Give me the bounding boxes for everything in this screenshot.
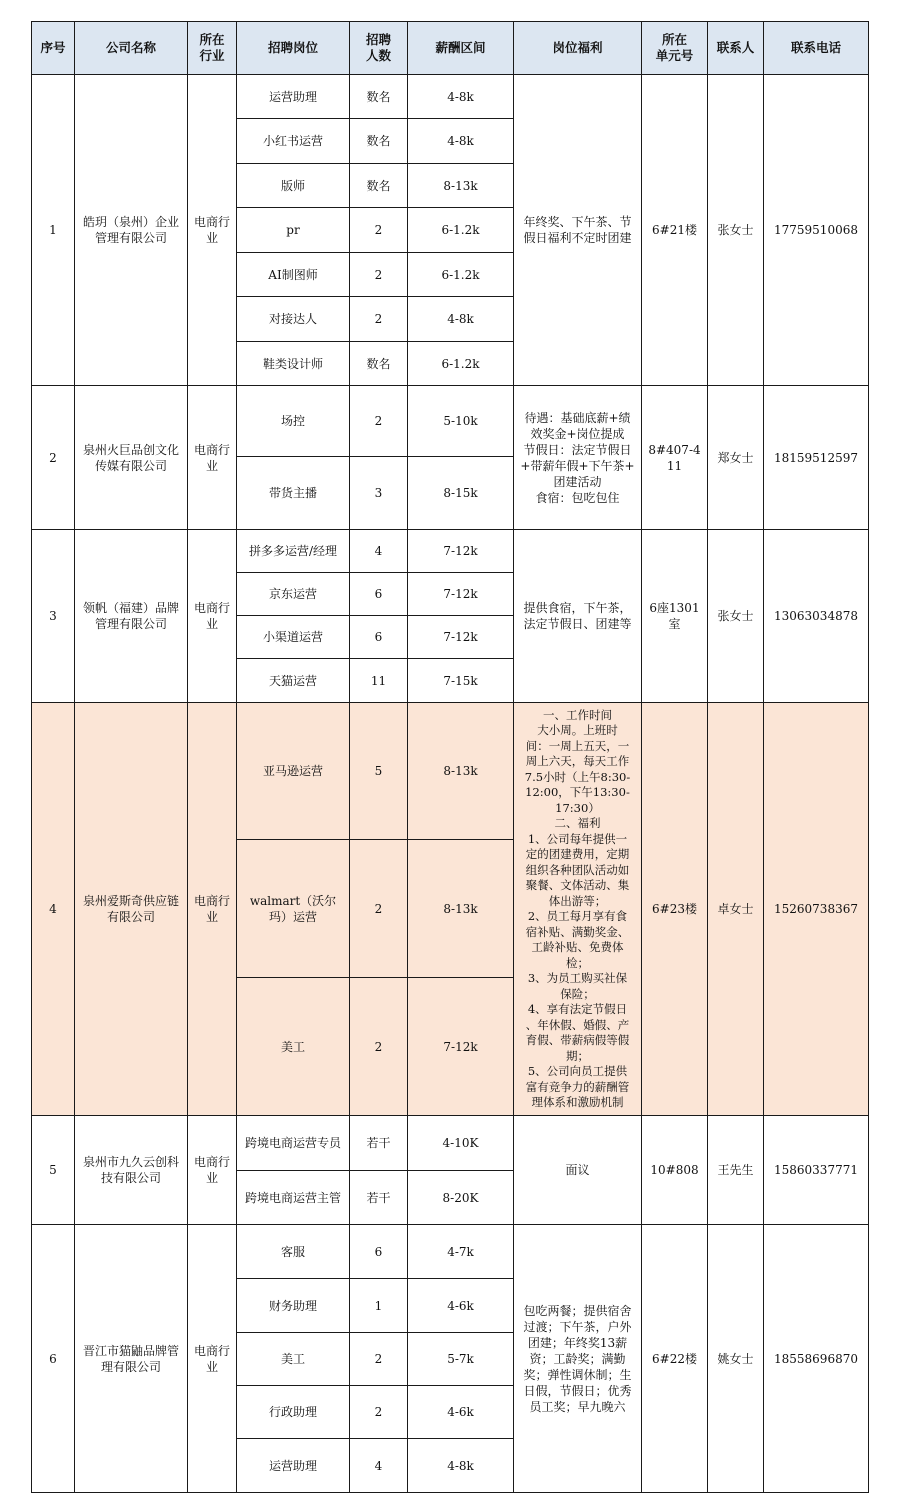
job-count: 4 [350, 530, 408, 573]
job-salary: 8-13k [408, 703, 514, 840]
company-no: 1 [32, 75, 75, 386]
company-phone: 15260738367 [764, 703, 869, 1116]
company-name: 领帆（福建）品牌 管理有限公司 [75, 530, 188, 703]
job-title: 财务助理 [237, 1279, 350, 1333]
header-phone: 联系电话 [764, 22, 869, 75]
job-salary: 8-20K [408, 1171, 514, 1225]
company-phone: 18159512597 [764, 386, 869, 530]
job-count: 2 [350, 208, 408, 253]
company-unit: 6座1301室 [642, 530, 708, 703]
job-count: 11 [350, 659, 408, 703]
job-title: walmart（沃尔 玛）运营 [237, 840, 350, 978]
job-title: 对接达人 [237, 297, 350, 342]
company-welfare: 年终奖、下午茶、节 假日福利不定时团建 [514, 75, 642, 386]
job-title: 版师 [237, 164, 350, 208]
job-count: 3 [350, 457, 408, 530]
job-salary: 4-6k [408, 1279, 514, 1333]
company-unit: 8#407-411 [642, 386, 708, 530]
job-title: AI制图师 [237, 253, 350, 297]
job-count: 2 [350, 978, 408, 1116]
job-count: 6 [350, 1225, 408, 1279]
job-title: 美工 [237, 978, 350, 1116]
job-count: 6 [350, 573, 408, 616]
job-salary: 4-8k [408, 1439, 514, 1493]
company-name: 皓玥（泉州）企业 管理有限公司 [75, 75, 188, 386]
header-welfare: 岗位福利 [514, 22, 642, 75]
job-title: 跨境电商运营专员 [237, 1116, 350, 1171]
company-no: 3 [32, 530, 75, 703]
table-row [32, 1116, 869, 1171]
job-salary: 7-15k [408, 659, 514, 703]
header-unit: 所在 单元号 [642, 22, 708, 75]
company-industry: 电商行 业 [188, 530, 237, 703]
job-count: 2 [350, 840, 408, 978]
company-name: 泉州火巨品创文化 传媒有限公司 [75, 386, 188, 530]
company-welfare: 提供食宿，下午茶， 法定节假日、团建等 [514, 530, 642, 703]
job-count: 6 [350, 616, 408, 659]
company-no: 6 [32, 1225, 75, 1493]
company-industry: 电商行 业 [188, 1225, 237, 1493]
job-title: pr [237, 208, 350, 253]
job-salary: 4-8k [408, 297, 514, 342]
job-count: 数名 [350, 75, 408, 119]
job-count: 4 [350, 1439, 408, 1493]
job-title: 拼多多运营/经理 [237, 530, 350, 573]
job-salary: 6-1.2k [408, 253, 514, 297]
header-salary: 薪酬区间 [408, 22, 514, 75]
company-contact: 王先生 [708, 1116, 764, 1225]
company-phone: 13063034878 [764, 530, 869, 703]
header-no: 序号 [32, 22, 75, 75]
company-welfare: 面议 [514, 1116, 642, 1225]
company-unit: 6#23楼 [642, 703, 708, 1116]
table-row [32, 1225, 869, 1279]
table-row [32, 386, 869, 457]
job-title: 京东运营 [237, 573, 350, 616]
job-salary: 5-10k [408, 386, 514, 457]
job-salary: 8-13k [408, 164, 514, 208]
job-title: 运营助理 [237, 75, 350, 119]
company-industry: 电商行 业 [188, 75, 237, 386]
job-title: 小红书运营 [237, 119, 350, 164]
job-count: 2 [350, 253, 408, 297]
company-industry: 电商行 业 [188, 703, 237, 1116]
job-salary: 4-8k [408, 75, 514, 119]
job-title: 鞋类设计师 [237, 342, 350, 386]
job-count: 数名 [350, 119, 408, 164]
company-contact: 卓女士 [708, 703, 764, 1116]
header-row [32, 22, 869, 75]
company-industry: 电商行 业 [188, 386, 237, 530]
recruitment-table [31, 21, 869, 1493]
table-row [32, 75, 869, 119]
job-title: 场控 [237, 386, 350, 457]
header-contact: 联系人 [708, 22, 764, 75]
job-salary: 8-13k [408, 840, 514, 978]
company-welfare: 待遇：基础底薪+绩 效奖金+岗位提成 节假日：法定节假日 +带薪年假+下午茶+ 团建活动 食宿：包吃包住 [514, 386, 642, 530]
company-no: 2 [32, 386, 75, 530]
company-phone: 17759510068 [764, 75, 869, 386]
job-salary: 5-7k [408, 1333, 514, 1386]
job-salary: 8-15k [408, 457, 514, 530]
job-salary: 4-6k [408, 1386, 514, 1439]
company-contact: 郑女士 [708, 386, 764, 530]
job-title: 带货主播 [237, 457, 350, 530]
job-count: 2 [350, 386, 408, 457]
job-salary: 7-12k [408, 978, 514, 1116]
company-unit: 6#21楼 [642, 75, 708, 386]
job-title: 跨境电商运营主管 [237, 1171, 350, 1225]
company-phone: 18558696870 [764, 1225, 869, 1493]
job-salary: 7-12k [408, 573, 514, 616]
company-no: 5 [32, 1116, 75, 1225]
job-count: 2 [350, 297, 408, 342]
job-count: 数名 [350, 342, 408, 386]
job-count: 若干 [350, 1116, 408, 1171]
job-count: 2 [350, 1333, 408, 1386]
job-count: 若干 [350, 1171, 408, 1225]
job-title: 客服 [237, 1225, 350, 1279]
job-salary: 7-12k [408, 616, 514, 659]
job-count: 1 [350, 1279, 408, 1333]
company-name: 泉州爱斯奇供应链 有限公司 [75, 703, 188, 1116]
company-contact: 张女士 [708, 75, 764, 386]
company-industry: 电商行 业 [188, 1116, 237, 1225]
job-salary: 6-1.2k [408, 208, 514, 253]
table-row [32, 703, 869, 840]
job-title: 美工 [237, 1333, 350, 1386]
company-welfare: 包吃两餐；提供宿舍 过渡；下午茶，户外 团建；年终奖13薪 资；工龄奖；满勤 奖；弹性调休制；生 日假，节假日；优秀 员工奖；早九晚六 [514, 1225, 642, 1493]
company-no: 4 [32, 703, 75, 1116]
company-name: 泉州市九久云创科 技有限公司 [75, 1116, 188, 1225]
company-contact: 姚女士 [708, 1225, 764, 1493]
header-company: 公司名称 [75, 22, 188, 75]
job-title: 小渠道运营 [237, 616, 350, 659]
job-salary: 7-12k [408, 530, 514, 573]
job-count: 5 [350, 703, 408, 840]
job-title: 天猫运营 [237, 659, 350, 703]
job-title: 亚马逊运营 [237, 703, 350, 840]
job-salary: 4-10K [408, 1116, 514, 1171]
company-contact: 张女士 [708, 530, 764, 703]
job-salary: 4-8k [408, 119, 514, 164]
table-row [32, 530, 869, 573]
company-phone: 15860337771 [764, 1116, 869, 1225]
job-title: 运营助理 [237, 1439, 350, 1493]
company-unit: 6#22楼 [642, 1225, 708, 1493]
header-industry: 所在 行业 [188, 22, 237, 75]
job-salary: 4-7k [408, 1225, 514, 1279]
company-unit: 10#808 [642, 1116, 708, 1225]
job-title: 行政助理 [237, 1386, 350, 1439]
company-welfare: 一、工作时间 大小周。上班时 间：一周上五天，一 周上六天，每天工作 7.5小时（上午8:30- 12:00，下午13:30- 17:30） 二、福利 1、公司每年提供一 定的团建费用，定期 组织各种团队活动如 聚餐、文体活动、集 体出游等； 2、员工每月享有食 宿补贴、满勤奖金、 工龄补贴、免费体 检； 3、为员工购买社保 保险； 4、享有法定节假日 、年休假、婚假、产 育假、带薪病假等假 期； 5、公司向员工提供 富有竞争力的薪酬管 理体系和激励机制 [514, 703, 642, 1116]
company-name: 晋江市猫鼬品牌管 理有限公司 [75, 1225, 188, 1493]
header-count: 招聘 人数 [350, 22, 408, 75]
job-count: 数名 [350, 164, 408, 208]
job-count: 2 [350, 1386, 408, 1439]
job-salary: 6-1.2k [408, 342, 514, 386]
header-position: 招聘岗位 [237, 22, 350, 75]
